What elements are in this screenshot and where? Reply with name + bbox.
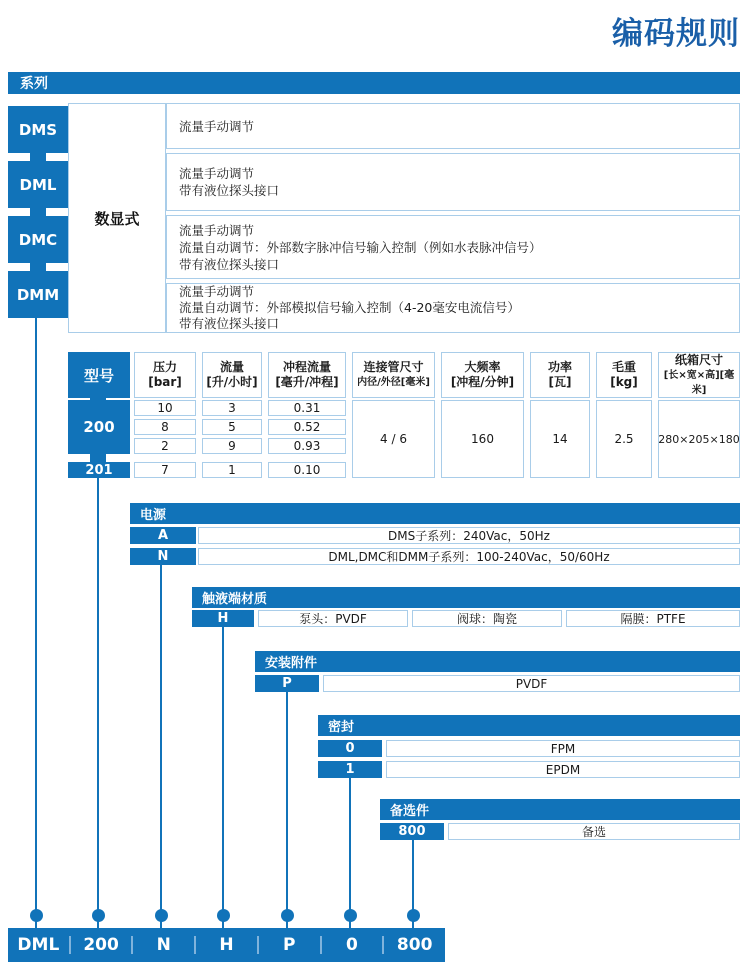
series-desc-dmm <box>166 283 740 333</box>
connector-line-power <box>160 565 162 928</box>
option-value: DMS子系列：240Vac，50Hz <box>198 527 740 544</box>
code-segment-mounting: P <box>283 935 296 955</box>
example-code-bar <box>8 928 445 962</box>
connector-dot <box>30 909 43 922</box>
table-cell: 7 <box>134 462 196 478</box>
desc-line: 流量自动调节：外部模拟信号输入控制（4-20毫安电流信号） <box>179 300 520 315</box>
desc-line: 带有液位探头接口 <box>179 256 280 272</box>
col-header-carton-size: 纸箱尺寸 [长×宽×高][毫米] <box>658 352 740 398</box>
table-cell: 0.31 <box>268 400 346 416</box>
col-header-max-frequency: 大频率 [冲程/分钟] <box>441 352 524 398</box>
desc-line: 流量手动调节 <box>179 166 255 181</box>
connector-line-mounting <box>286 692 288 928</box>
model-table-header: 型号 <box>68 352 130 398</box>
series-section-header: 系列 <box>8 72 740 94</box>
col-header-pipe-size: 连接管尺寸 内径/外径[毫米] <box>352 352 435 398</box>
connector-dot <box>217 909 230 922</box>
option-value-pump-head: 泵头：PVDF <box>258 610 408 627</box>
table-cell-carton: 280×205×180 <box>658 400 740 478</box>
option-code-1: 1 <box>318 761 382 778</box>
table-cell: 9 <box>202 438 262 454</box>
table-cell: 3 <box>202 400 262 416</box>
col-header-weight: 毛重 [kg] <box>596 352 652 398</box>
code-segment-material: H <box>219 935 234 955</box>
option-code-p: P <box>255 675 319 692</box>
connector-dot <box>92 909 105 922</box>
series-code-dml: DML <box>8 161 68 208</box>
section-header-mounting: 安装附件 <box>255 651 740 672</box>
code-segment-options: 800 <box>396 935 433 955</box>
table-cell-pipe: 4 / 6 <box>352 400 435 478</box>
connector-dot <box>407 909 420 922</box>
option-value: EPDM <box>386 761 740 778</box>
code-segment-model: 200 <box>83 935 119 955</box>
option-code-a: A <box>130 527 196 544</box>
table-cell: 10 <box>134 400 196 416</box>
option-value: PVDF <box>323 675 740 692</box>
code-segment-series: DML <box>17 935 60 955</box>
option-code-800: 800 <box>380 823 444 840</box>
section-header-options: 备选件 <box>380 799 740 820</box>
option-value: 备选 <box>448 823 740 840</box>
desc-line: 流量手动调节 <box>179 222 255 238</box>
col-header-stroke-volume: 冲程流量 [毫升/冲程] <box>268 352 346 398</box>
connector-dot <box>155 909 168 922</box>
col-header-pressure: 压力 [bar] <box>134 352 196 398</box>
series-desc-dms <box>166 103 740 149</box>
model-code-201: 201 <box>68 462 130 478</box>
table-cell: 1 <box>202 462 262 478</box>
table-cell: 8 <box>134 419 196 435</box>
code-segment-seal: 0 <box>346 935 358 955</box>
col-header-power: 功率 [瓦] <box>530 352 590 398</box>
table-cell: 2 <box>134 438 196 454</box>
section-header-seal: 密封 <box>318 715 740 736</box>
desc-line: 带有液位探头接口 <box>179 316 280 331</box>
connector-line-series <box>35 318 37 928</box>
series-code-dmc: DMC <box>8 216 68 263</box>
table-cell-power: 14 <box>530 400 590 478</box>
connector-dot <box>344 909 357 922</box>
desc-line: 流量自动调节：外部数字脉冲信号输入控制（例如水表脉冲信号） <box>179 239 542 255</box>
section-header-power-supply: 电源 <box>130 503 740 524</box>
table-cell: 5 <box>202 419 262 435</box>
series-type-label: 数显式 <box>68 103 166 333</box>
table-cell-frequency: 160 <box>441 400 524 478</box>
col-header-flow: 流量 [升/小时] <box>202 352 262 398</box>
desc-line: 流量手动调节 <box>179 284 255 299</box>
desc-line: 带有液位探头接口 <box>179 183 280 198</box>
connector-line-model <box>97 478 99 928</box>
option-code-h: H <box>192 610 254 627</box>
series-code-dms: DMS <box>8 106 68 153</box>
connector-line-seal <box>349 778 351 928</box>
series-code-dmm: DMM <box>8 271 68 318</box>
page-title: 编码规则 <box>612 16 740 52</box>
option-code-n: N <box>130 548 196 565</box>
option-value: DML,DMC和DMM子系列：100-240Vac，50/60Hz <box>198 548 740 565</box>
connector-dot <box>281 909 294 922</box>
code-segment-power: N <box>156 935 171 955</box>
table-cell: 0.93 <box>268 438 346 454</box>
table-cell: 0.10 <box>268 462 346 478</box>
series-desc-dmc <box>166 215 740 279</box>
section-header-wetted-material: 触液端材质 <box>192 587 740 608</box>
option-code-0: 0 <box>318 740 382 757</box>
table-cell-weight: 2.5 <box>596 400 652 478</box>
option-value-diaphragm: 隔膜：PTFE <box>566 610 740 627</box>
model-code-200: 200 <box>68 400 130 454</box>
series-desc-dml <box>166 153 740 211</box>
table-cell: 0.52 <box>268 419 346 435</box>
desc-line: 流量手动调节 <box>179 118 255 134</box>
connector-line-material <box>222 627 224 928</box>
option-value-valve-ball: 阀球：陶瓷 <box>412 610 562 627</box>
option-value: FPM <box>386 740 740 757</box>
